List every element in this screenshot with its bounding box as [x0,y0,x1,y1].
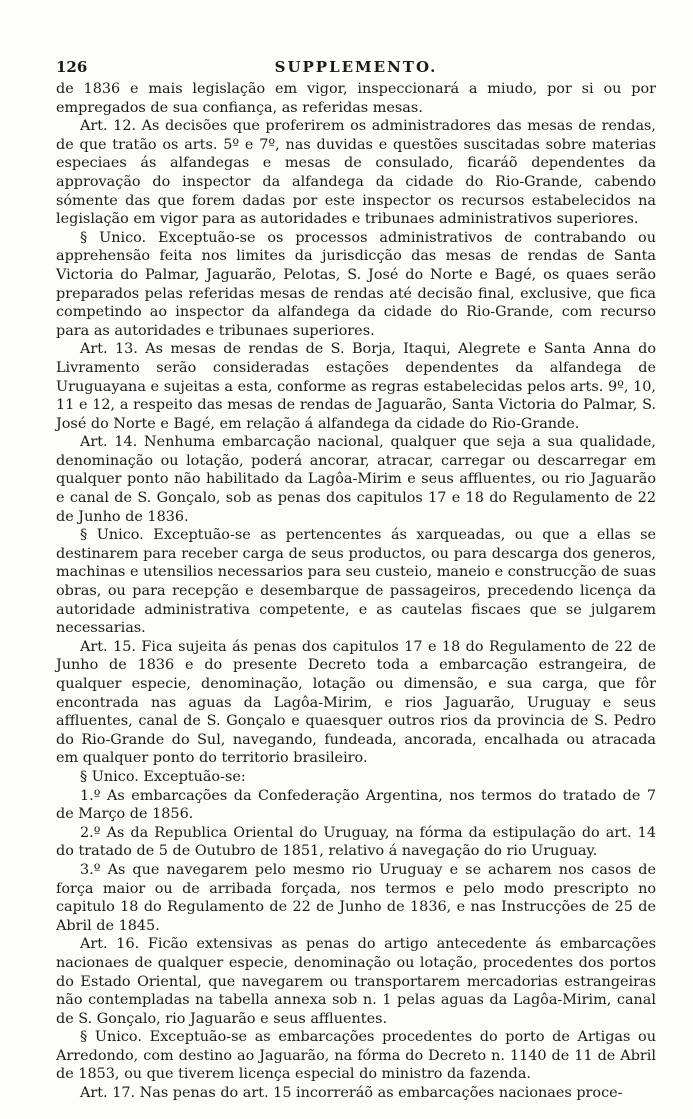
paragraph-art-12-unico: § Unico. Exceptuão-se os processos administrativos de contrabando ou apprehensão feita nos limites da jurisdicção das mesas de rendas de Santa Victoria do Palmar, Jaguarão, Pelotas, S. José do Norte e Bagé, os quaes serão preparados pelas referidas mesas de rendas até decisão final, exclusive, que fica competindo ao inspector da alfandega da cidade do Rio-Grande, com recurso para as autoridades e tribunaes superiores. [56,229,656,339]
paragraph-art-14: Art. 14. Nenhuma embarcação nacional, qualquer que seja a sua qualidade, denominação ou lotação, poderá ancorar, atracar, carregar ou descarregar em qualquer ponto não habilitado da Lagôa-Mirim e seus affluentes, ou rio Jaguarão e canal de S. Gonçalo, sob as penas dos capitulos 17 e 18 do Regulamento de 22 de Junho de 1836. [56,434,656,525]
paragraph-art-12: Art. 12. As decisões que proferirem os administradores das mesas de rendas, de que tratão os arts. 5º e 7º, nas duvidas e questões suscitadas sobre materias especiaes ás alfandegas e mesas de consulado, ficaráõ dependentes da approvação do inspector da alfandega da cidade do Rio-Grande, cabendo sómente das que forem dadas por este inspector os recursos estabelecidos na legislação em vigor para as autoridades e tribunaes administrativos superiores. [56,118,656,228]
page-number: 126 [56,58,88,76]
running-title: SUPPLEMENTO. [274,58,438,76]
paragraph-art-16-unico: § Unico. Exceptuão-se as embarcações procedentes do porto de Artigas ou Arredondo, com destino ao Jaguarão, na fórma do Decreto n. 1140 de 11 de Abril de 1853, ou que tiverem licença especial do ministro da fazenda. [56,1029,656,1083]
page-header [56,58,656,80]
paragraph-art-14-unico: § Unico. Exceptuão-se as pertencentes ás xarqueadas, ou que a ellas se destinarem para receber carga de seus productos, ou para descarga dos generos, machinas e utensilios necessarios para seu custeio, maneio e construcção de suas obras, ou para recepção e desembarque de passageiros, precedendo licença da autoridade administrativa competente, e as cautelas fiscaes que se julgarem necessarias. [56,527,656,637]
body-text [56,80,656,1103]
paragraph-art-15: Art. 15. Fica sujeita ás penas dos capitulos 17 e 18 do Regulamento de 22 de Junho de 1836 e do presente Decreto toda a embarcação estrangeira, de qualquer especie, denominação, lotação ou dimensão, e sua carga, que fôr encontrada nas aguas da Lagôa-Mirim, e rios Jaguarão, Uruguay e seus affluentes, canal de S. Gonçalo e quaesquer outros rios da provincia de S. Pedro do Rio-Grande do Sul, navegando, fundeada, ancorada, encalhada ou atracada em qualquer ponto do territorio brasileiro. [56,638,656,767]
exception-item-2: 2.º As da Republica Oriental do Uruguay, na fórma da estipulação do art. 14 do tratado de 5 de Outubro de 1851, relativo á navegação do rio Uruguay. [56,824,656,860]
paragraph-art-16: Art. 16. Ficão extensivas as penas do artigo antecedente ás embarcações nacionaes de qualquer especie, denominação ou lotação, procedentes dos portos do Estado Oriental, que navegarem ou transportarem mercadorias estrangeiras não contempladas na tabella annexa sob n. 1 pelas aguas da Lagôa-Mirim, canal de S. Gonçalo, rio Jaguarão e seus affluentes. [56,936,656,1027]
paragraph-art-13: Art. 13. As mesas de rendas de S. Borja, Itaqui, Alegrete e Santa Anna do Livramento serão consideradas estações dependentes da alfandega de Uruguayana e sujeitas a esta, conforme as regras estabelecidas pelos arts. 9º, 10, 11 e 12, a respeito das mesas de rendas de Jaguarão, Santa Victoria do Palmar, S. José do Norte e Bagé, em relação á alfandega da cidade do Rio-Grande. [56,341,656,432]
paragraph-art-15-unico: § Unico. Exceptuão-se: [80,768,246,785]
document-page [56,58,656,1103]
paragraph-continuation: de 1836 e mais legislação em vigor, inspeccionará a miudo, por si ou por empregados de sua confiança, as referidas mesas. [56,81,656,116]
exception-item-3: 3.º As que navegarem pelo mesmo rio Uruguay e se acharem nos casos de força maior ou de arribada forçada, nos termos e pelo modo prescripto no capitulo 18 do Regulamento de 22 de Junho de 1836, e nas Instrucções de 25 de Abril de 1845. [56,861,656,934]
paragraph-art-17: Art. 17. Nas penas do art. 15 incorreráõ as embarcações nacionaes proce- [80,1085,623,1102]
exception-item-1: 1.º As embarcações da Confederação Argentina, nos termos do tratado de 7 de Março de 1856. [56,787,656,823]
